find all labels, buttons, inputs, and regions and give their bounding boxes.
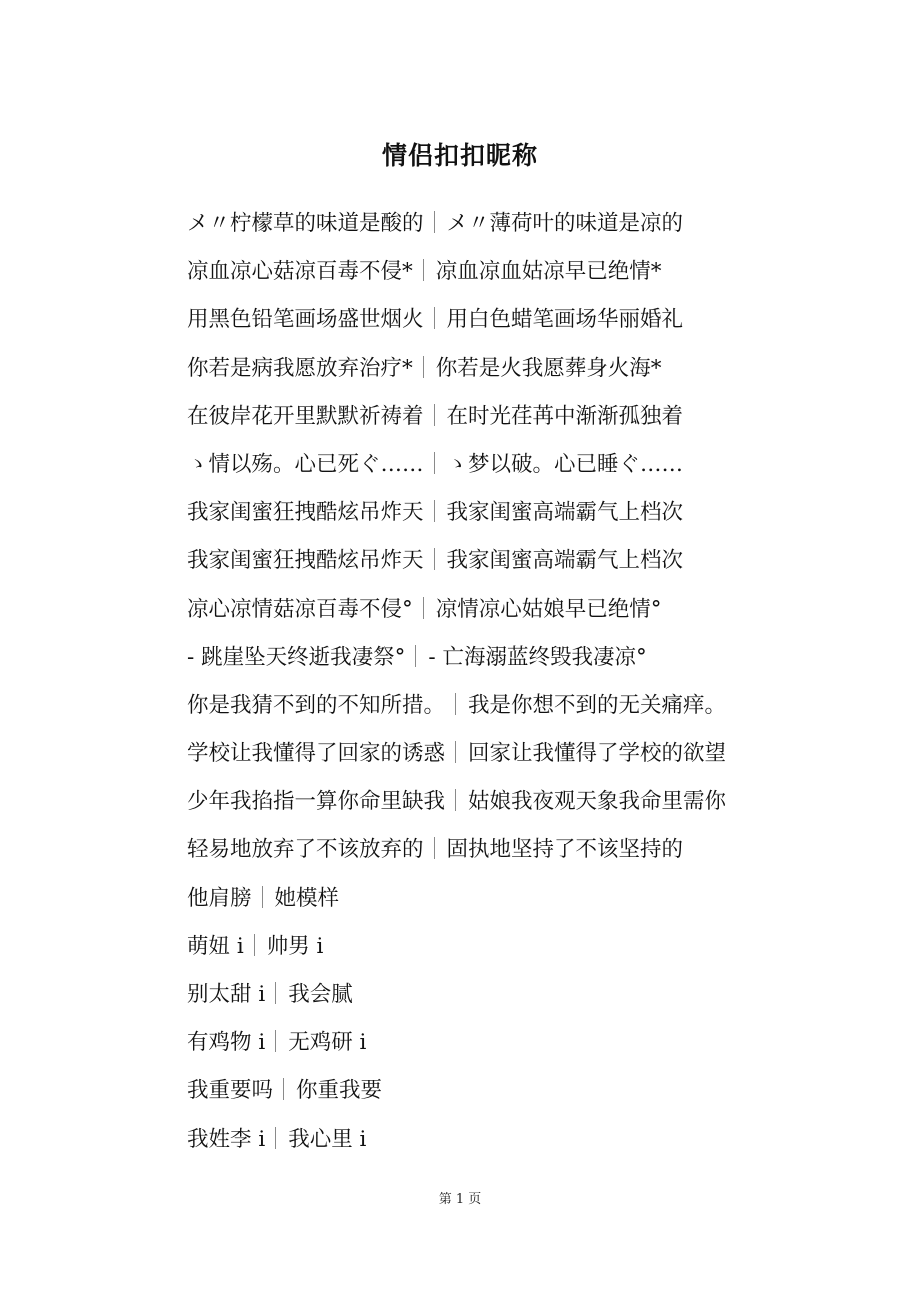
nickname-left: 凉心凉情菇凉百毒不侵° — [187, 596, 413, 622]
nickname-right: 帅男 i — [266, 933, 324, 959]
nickname-right: 你重我要 — [296, 1078, 383, 1104]
nickname-right: 我家闺蜜高端霸气上档次 — [446, 548, 684, 574]
nickname-left: 萌妞 i — [187, 933, 244, 959]
pair-divider — [283, 1078, 284, 1100]
pair-divider — [275, 982, 276, 1004]
nickname-left: 他肩膀 — [187, 885, 252, 911]
page-footer: 第 1 页 — [438, 1192, 482, 1207]
nickname-right: 无鸡研 i — [288, 1030, 367, 1056]
pair-divider — [275, 1030, 276, 1052]
nickname-right: - 亡海溺蓝终毁我凄凉° — [428, 644, 647, 670]
pair-divider — [434, 404, 435, 426]
nickname-left: 有鸡物 i — [187, 1030, 266, 1056]
nickname-pair-line — [187, 1118, 887, 1166]
nickname-right: 姑娘我夜观天象我命里需你 — [468, 789, 727, 815]
nickname-left: メ〃柠檬草的味道是酸的 — [187, 211, 424, 236]
nickname-left: 你若是病我愿放弃治疗* — [187, 355, 413, 381]
nickname-left: 我家闺蜜狂拽酷炫吊炸天 — [187, 548, 424, 574]
nickname-pair-line — [187, 780, 887, 828]
pair-divider — [434, 500, 435, 522]
pair-divider — [434, 452, 435, 474]
nickname-right: 我家闺蜜高端霸气上档次 — [446, 500, 684, 526]
nickname-pair-line — [187, 828, 887, 876]
nickname-left: 在彼岸花开里默默祈祷着 — [187, 403, 424, 429]
nickname-pair-line — [187, 877, 887, 925]
nickname-right: 我心里 i — [288, 1126, 367, 1152]
nickname-pair-line — [187, 588, 887, 636]
nickname-right: 我是你想不到的无关痛痒。 — [468, 692, 727, 718]
pair-divider — [434, 837, 435, 859]
nickname-left: 你是我猜不到的不知所措。 — [187, 692, 446, 718]
nickname-pair-line — [187, 202, 887, 250]
nickname-right: 凉血凉血姑凉早已绝情* — [435, 259, 662, 285]
nickname-pair-line — [187, 395, 887, 443]
nickname-left: 我姓李 i — [187, 1126, 266, 1152]
pair-divider — [434, 307, 435, 329]
pair-divider — [455, 789, 456, 811]
pair-divider — [254, 934, 255, 956]
pair-divider — [455, 693, 456, 715]
nickname-left: 少年我掐指一算你命里缺我 — [187, 789, 446, 815]
nickname-pair-line — [187, 443, 887, 491]
pair-divider — [415, 645, 416, 667]
nickname-pair-line — [187, 973, 887, 1021]
nickname-left: 凉血凉心菇凉百毒不侵* — [187, 259, 413, 285]
pair-divider — [423, 259, 424, 281]
nickname-left: 我家闺蜜狂拽酷炫吊炸天 — [187, 500, 424, 526]
nickname-pair-line — [187, 1021, 887, 1069]
nickname-pair-line — [187, 684, 887, 732]
pair-divider — [455, 741, 456, 763]
nickname-pair-line — [187, 250, 887, 298]
pair-divider — [423, 597, 424, 619]
nickname-right: 在时光荏苒中渐渐孤独着 — [446, 403, 684, 429]
nickname-pair-line — [187, 491, 887, 539]
nickname-left: 我重要吗 — [187, 1078, 274, 1104]
nickname-left: - 跳崖坠天终逝我凄祭° — [187, 644, 406, 670]
nickname-right: ゝ梦以破。心已睡ぐ…… — [446, 451, 684, 477]
nickname-right: 你若是火我愿葬身火海* — [435, 355, 662, 381]
nickname-pair-line — [187, 1069, 887, 1117]
nickname-left: 别太甜 i — [187, 982, 266, 1007]
nickname-pair-line — [187, 732, 887, 780]
page-title: 情侣扣扣昵称 — [381, 141, 538, 170]
nickname-right: 我会腻 — [288, 982, 353, 1007]
nickname-pair-line — [187, 636, 887, 684]
pair-divider — [262, 886, 263, 908]
nickname-pair-line — [187, 298, 887, 346]
nickname-list — [187, 202, 887, 1166]
nickname-pair-line — [187, 539, 887, 587]
nickname-left: ゝ情以殇。心已死ぐ…… — [187, 451, 424, 477]
nickname-left: 学校让我懂得了回家的诱惑 — [187, 741, 446, 767]
nickname-left: 用黑色铅笔画场盛世烟火 — [187, 307, 424, 333]
nickname-right: メ〃薄荷叶的味道是凉的 — [446, 211, 684, 236]
pair-divider — [275, 1127, 276, 1149]
nickname-pair-line — [187, 347, 887, 395]
nickname-right: 用白色蜡笔画场华丽婚礼 — [446, 307, 684, 333]
pair-divider — [434, 548, 435, 570]
nickname-pair-line — [187, 925, 887, 973]
nickname-right: 回家让我懂得了学校的欲望 — [468, 741, 727, 767]
nickname-left: 轻易地放弃了不该放弃的 — [187, 837, 424, 863]
nickname-right: 她模样 — [274, 885, 340, 911]
nickname-right: 凉情凉心姑娘早已绝情° — [435, 596, 662, 622]
nickname-right: 固执地坚持了不该坚持的 — [446, 837, 684, 863]
pair-divider — [434, 211, 435, 233]
pair-divider — [423, 356, 424, 378]
